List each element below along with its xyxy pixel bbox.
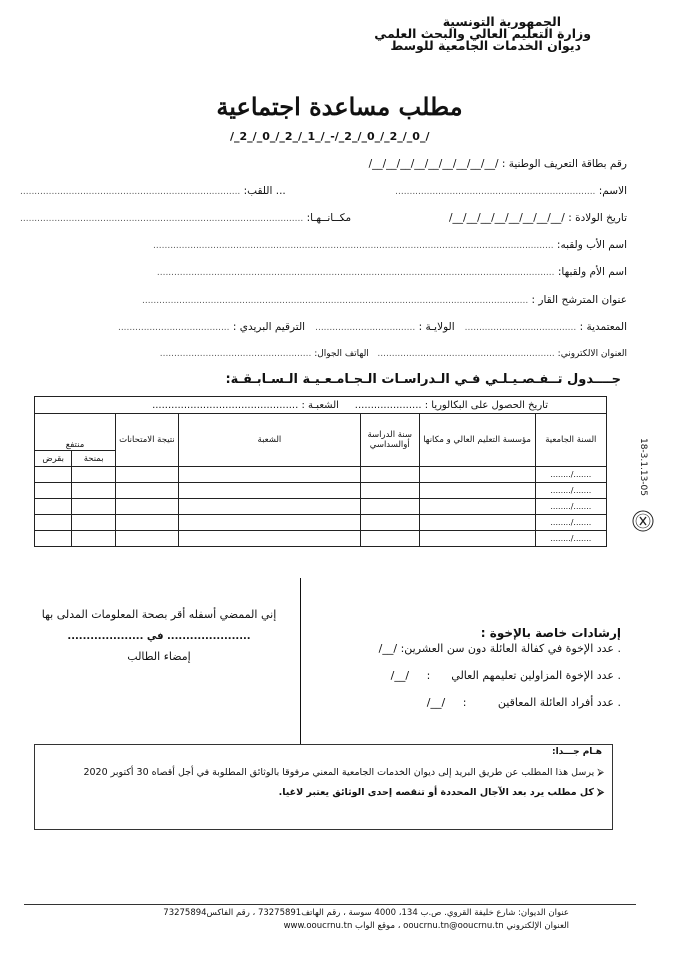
table-cell[interactable] (419, 467, 535, 483)
bac-label: تاريخ الحصول على البكالوريا : ..................... (354, 399, 548, 411)
th-study-year: سنة الدراسة أوالسداسي (360, 414, 419, 467)
state-field[interactable]: ................................... (315, 323, 416, 333)
table-cell[interactable] (35, 531, 72, 547)
birthplace-label: مكــانــهـا: (306, 212, 352, 224)
siblings-title: إرشادات خاصة بالإخوة : (480, 626, 621, 640)
branch-label: الشعبـة : .............................................. (152, 399, 339, 411)
table-row (35, 467, 607, 483)
table-row (35, 483, 607, 499)
th-beneficiary: منتفع (35, 414, 116, 451)
siblings-slot-3[interactable]: /__/ (426, 696, 446, 709)
state-label: الولايـة : (418, 321, 455, 333)
siblings-item-2-label: . عدد الإخوة المزاولين تعليمهم العالي (451, 669, 621, 682)
postal-label: الترقيم البريدي : (232, 321, 306, 333)
siblings-item-1 (341, 642, 621, 655)
header-line-1: الجمهورية التونسية (442, 14, 561, 29)
declaration-block (34, 608, 284, 663)
side-stamp (632, 432, 654, 572)
year-cell[interactable]: ......./........ (535, 483, 606, 499)
siblings-item-1-label: . عدد الإخوة في كفالة العائلة دون سن العشرين: (400, 642, 621, 655)
table-cell[interactable] (419, 483, 535, 499)
siblings-item-2 (341, 669, 621, 682)
table-cell[interactable] (360, 531, 419, 547)
table-cell[interactable] (419, 499, 535, 515)
mother-field[interactable]: ........................................................................................................................................... (156, 268, 555, 278)
id-label: رقم بطاقة التعريف الوطنية : (501, 158, 627, 170)
year-cell[interactable]: ......./........ (535, 531, 606, 547)
footer-contact: العنوان الإلكتروني ooucrnu.tn@ooucrnu.tn ، موقع الواب www.ooucrnu.tn (283, 921, 569, 931)
siblings-slot-1[interactable]: /__/ (378, 642, 398, 655)
siblings-colon-2: : (426, 669, 431, 682)
bac-cell[interactable] (35, 397, 607, 414)
table-row (35, 499, 607, 515)
birth-slots[interactable]: /__/__/__/__/__/__/__/__/ (449, 212, 565, 224)
table-cell[interactable] (72, 467, 116, 483)
name-label: الاسم: (598, 185, 627, 197)
th-loan: بقرض (35, 451, 72, 467)
father-label: اسم الأب ولقبه: (556, 239, 627, 251)
table-cell[interactable] (35, 467, 72, 483)
table-cell[interactable] (360, 499, 419, 515)
email-field[interactable]: .............................................................. (377, 349, 555, 359)
table-row (35, 531, 607, 547)
table-cell[interactable] (360, 483, 419, 499)
siblings-item-3-label: . عدد أفراد العائلة المعاقين (497, 696, 621, 709)
footer-rule (24, 904, 636, 905)
address-row (142, 294, 627, 306)
footer (163, 907, 569, 933)
table-cell[interactable] (72, 499, 116, 515)
bac-row (35, 397, 607, 414)
table-cell[interactable] (115, 467, 178, 483)
column-divider (300, 578, 301, 744)
studies-table (34, 396, 607, 547)
note-2-text: كل مطلب يرد بعد الآجال المحددة أو تنقصه إحدى الوثائق يعتبر لاغيا. (278, 787, 594, 798)
th-result: نتيجة الامتحانات (115, 414, 178, 467)
header-line-2: وزارة التعليم العالي والبحث العلمي (374, 26, 591, 41)
ministry-header (374, 16, 591, 52)
declaration-date[interactable]: ...................... في .................... (67, 631, 251, 642)
table-cell[interactable] (178, 483, 360, 499)
surname-field[interactable]: ............................................................................. (20, 187, 241, 197)
mother-row (157, 266, 627, 278)
table-cell[interactable] (419, 531, 535, 547)
declaration-text: إني الممضي أسفله أقر بصحة المعلومات المدلى بها (41, 608, 277, 621)
note-2 (44, 787, 604, 798)
table-cell[interactable] (35, 483, 72, 499)
birthplace-field[interactable]: ................................................................................................... (20, 214, 304, 224)
footer-address: عنوان الديوان: شارع خليفة القروي. ص.ب 134، 4000 سوسة ، رقم الهاتف73275891 ، رقم الفاكس73275894 (163, 908, 569, 918)
th-year: السنة الجامعية (535, 414, 606, 467)
notes-title: هـام جـــدا: (551, 747, 602, 757)
birth-row (449, 212, 627, 224)
delegation-field[interactable]: ....................................... (464, 323, 577, 333)
name-row (395, 185, 627, 197)
delegation-row (118, 321, 627, 333)
notes-box (34, 744, 613, 830)
father-row (153, 239, 627, 251)
year-cell[interactable]: ......./........ (535, 515, 606, 531)
th-institution: مؤسسة التعليم العالي و مكانها (419, 414, 535, 467)
note-1-text: يرسل هذا المطلب عن طريق البريد إلى ديوان الخدمات الجامعية المعني مرفوقا بالوثائق المطلوبة في أجل أقصاه 30 أكتوبر 2020 (83, 767, 595, 778)
phone-field[interactable]: ..................................................... (159, 349, 312, 359)
note-1 (44, 767, 604, 778)
table-cell[interactable] (178, 531, 360, 547)
phone-label: الهاتف الجوال: (314, 349, 369, 359)
postal-field[interactable]: ....................................... (117, 323, 230, 333)
table-cell[interactable] (115, 499, 178, 515)
siblings-item-3 (341, 696, 621, 709)
table-cell[interactable] (35, 515, 72, 531)
year-cell[interactable]: ......./........ (535, 499, 606, 515)
side-code: 18-3.1.13-05 (638, 437, 648, 497)
table-cell[interactable] (178, 467, 360, 483)
check-icon: ⮚ (597, 787, 604, 798)
father-field[interactable]: ............................................................................................................................................ (153, 241, 554, 251)
table-cell[interactable] (72, 531, 116, 547)
signature-label: إمضاء الطالب (127, 650, 191, 663)
siblings-block (341, 626, 621, 709)
table-cell[interactable] (360, 515, 419, 531)
birthplace-row (20, 212, 351, 224)
table-cell[interactable] (360, 467, 419, 483)
siblings-slot-2[interactable]: /__/ (390, 669, 410, 682)
id-row (369, 158, 627, 170)
table-cell[interactable] (115, 531, 178, 547)
birth-label: تاريخ الولادة : (568, 212, 627, 224)
surname-row (20, 185, 286, 197)
page-title: مطلب مساعدة اجتماعية (216, 92, 463, 121)
year-cell[interactable]: ......./........ (535, 467, 606, 483)
check-icon: ⮚ (597, 767, 604, 778)
reference-number: /_2_/_0_/_2_/_1_/_-/_2_/_0_/_2_/_0_/ (230, 130, 430, 143)
table-cell[interactable] (115, 483, 178, 499)
table-cell[interactable] (419, 515, 535, 531)
table-cell[interactable] (72, 515, 116, 531)
contact-row (160, 349, 627, 359)
th-grant: بمنحة (72, 451, 116, 467)
address-label: عنوان المترشح القار : (531, 294, 627, 306)
id-slots[interactable]: /__/__/__/__/__/__/__/__/__/ (368, 158, 499, 170)
siblings-colon-3: : (462, 696, 467, 709)
th-branch: الشعبة (178, 414, 360, 467)
surname-label: ... اللقب: (243, 185, 286, 197)
table-cell[interactable] (72, 483, 116, 499)
table-cell[interactable] (115, 515, 178, 531)
address-field[interactable]: ....................................................................................................................................... (141, 296, 529, 306)
header-line-3: ديوان الخدمات الجامعية للوسط (390, 38, 581, 53)
table-header-row (35, 414, 607, 451)
table-row (35, 515, 607, 531)
delegation-label: المعتمدية : (579, 321, 627, 333)
table-cell[interactable] (178, 499, 360, 515)
email-label: العنوان الالكتروني: (557, 349, 627, 359)
table-cell[interactable] (178, 515, 360, 531)
studies-section-title: جــــدول تــفـصـيـلـي فـي الـدراسـات الـجـامـعـيـة الـسـابـقـة: (225, 372, 621, 387)
name-field[interactable]: ...................................................................... (395, 187, 596, 197)
logo-seal-icon (632, 510, 654, 532)
table-cell[interactable] (35, 499, 72, 515)
mother-label: اسم الأم ولقبها: (557, 266, 627, 278)
